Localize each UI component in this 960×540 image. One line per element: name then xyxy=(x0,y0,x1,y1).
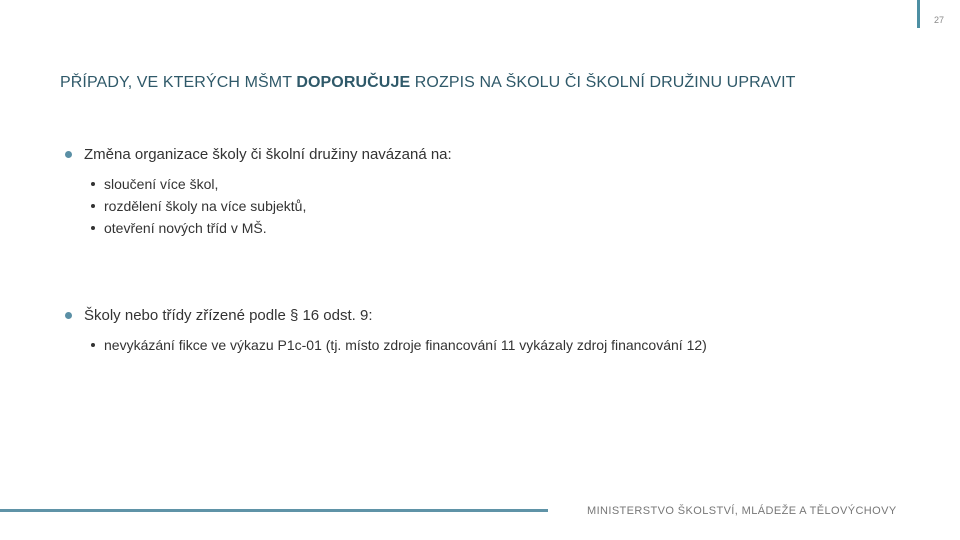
ministry-logo-text: MINISTERSTVO ŠKOLSTVÍ, MLÁDEŽE A TĚLOVÝCHOVY xyxy=(587,505,897,517)
list-item-text: sloučení více škol, xyxy=(104,176,219,192)
main-bullet-item xyxy=(65,146,452,163)
page-number: 27 xyxy=(933,15,944,25)
sub-list xyxy=(91,173,452,239)
bullet-dot-icon xyxy=(65,151,72,158)
sub-list xyxy=(91,334,707,356)
slide-title xyxy=(60,74,796,92)
title-emphasis: DOPORUČUJE xyxy=(296,74,411,91)
bullet-dot-icon xyxy=(91,226,95,230)
main-bullet-item xyxy=(65,307,707,324)
main-bullet-text: Změna organizace školy či školní družiny navázaná na: xyxy=(84,146,452,163)
list-item-text: nevykázání fikce ve výkazu P1c-01 (tj. místo zdroje financování 11 vykázaly zdroj financování 12) xyxy=(104,337,707,353)
list-item-text: otevření nových tříd v MŠ. xyxy=(104,220,267,236)
main-bullet-text: Školy nebo třídy zřízené podle § 16 odst. 9: xyxy=(84,307,373,324)
list-item xyxy=(91,173,452,195)
list-item xyxy=(91,195,452,217)
list-item xyxy=(91,217,452,239)
bullet-dot-icon xyxy=(91,182,95,186)
bullet-dot-icon xyxy=(91,343,95,347)
title-prefix: PŘÍPADY, VE KTERÝCH MŠMT xyxy=(60,74,297,91)
list-item xyxy=(91,334,707,356)
section-schools-paragraph-16 xyxy=(65,307,707,356)
bullet-dot-icon xyxy=(65,312,72,319)
section-organization-change xyxy=(65,146,452,239)
footer-divider xyxy=(0,509,548,512)
accent-bar xyxy=(917,0,920,28)
list-item-text: rozdělení školy na více subjektů, xyxy=(104,198,307,214)
bullet-dot-icon xyxy=(91,204,95,208)
title-suffix: ROZPIS NA ŠKOLU ČI ŠKOLNÍ DRUŽINU UPRAVIT xyxy=(410,74,796,91)
